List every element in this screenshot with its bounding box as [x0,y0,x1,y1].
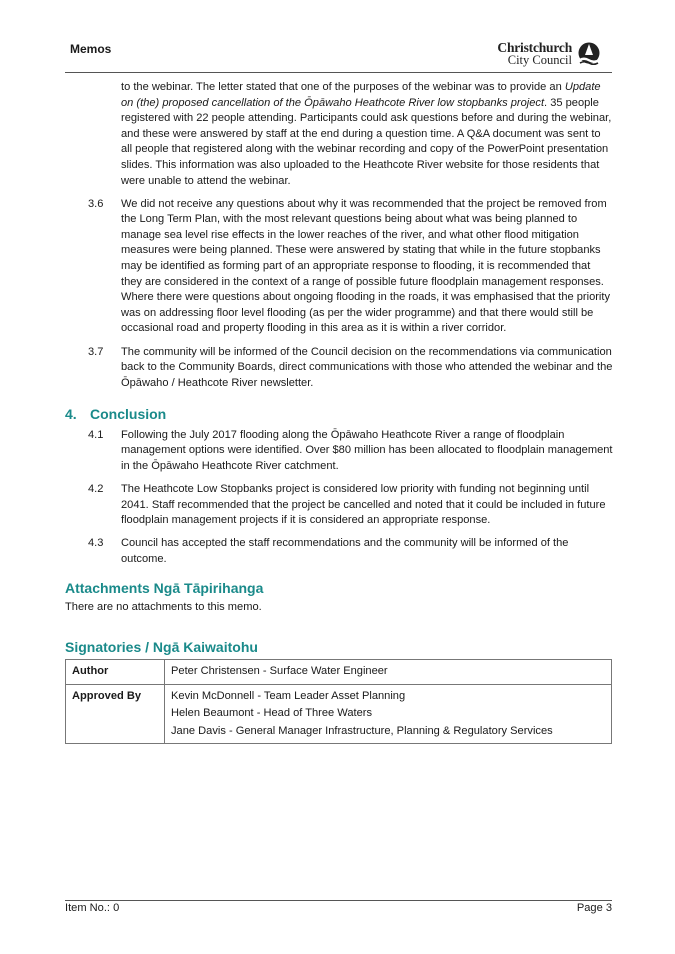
paragraph-number: 4.3 [88,537,104,550]
approvers-cell [165,684,612,744]
header-rule [65,72,612,73]
footer-item-number: Item No.: 0 [65,902,120,914]
section-title: Conclusion [90,406,167,423]
paragraph-3-7 [65,345,613,392]
signatories-heading: Signatories / Ngā Kaiwaitohu [65,638,258,655]
council-emblem-icon [576,42,602,66]
author-label: Author [66,660,165,685]
paragraph-text: Following the July 2017 flooding along the Ōpāwaho Heathcote River a range of floodplain management options were identified. Over $80 million has been allocated to floodplain management in the Ōpāwaho Heathcote River catchment. [121,428,613,473]
author-value: Peter Christensen - Surface Water Engineer [165,660,612,685]
approver-3: Jane Davis - General Manager Infrastructure, Planning & Regulatory Services [171,724,553,737]
paragraph-4-1 [65,428,613,475]
paragraph-4-3 [65,536,613,567]
paragraph-number: 4.1 [88,428,104,441]
logo-line1: Christchurch [497,40,572,55]
paragraph-text: We did not receive any questions about why it was recommended that the project be removed from the Long Term Plan, with the most relevant questions being about what was being planned to manage sea level rise effects in the lower reaches of the river, and what other flood mitigation measures were being planned. These were answered by stating that while in the future stopbanks may be identified as forming part of an appropriate response to flooding, it is recommended that they are considered in the context of a range of possible future floodplain management responses. Where there were questions about ongoing flooding in the roads, it was emphasised that the priority was on addressing floor level flooding (as per the wider programme) and that there would still be occasional road and property flooding in this area as it is within a river corridor. [121,197,611,335]
approved-by-label: Approved By [66,684,165,744]
logo-line2: City Council [507,53,572,67]
paragraph-3-6 [65,197,613,337]
intro-text-italic: Update on (the) proposed cancellation of the Ōpāwaho Heathcote River low stopbanks project [121,81,601,109]
paragraph-text: The Heathcote Low Stopbanks project is considered low priority with funding not beginning until 2041. Staff recommended that the project be cancelled and noted that it could be included in future floodplain management projects if it is considered an appropriate response. [121,483,606,527]
intro-text-b: . 35 people registered with 22 people attending. Participants could ask questions before and during the webinar, and these were answered by staff at the end during a question time. A Q&A document was sent to all people that registered along with the webinar recording and copy of the PowerPoint presentation slides. This information was also uploaded to the Heathcote River website for those residents that were unable to attend the webinar. [121,96,612,187]
intro-paragraph [65,80,613,189]
paragraph-number: 3.7 [88,345,104,358]
paragraph-text: Council has accepted the staff recommendations and the community will be informed of the outcome. [121,537,569,566]
section-heading-conclusion [65,407,613,423]
table-row [66,684,612,744]
attachments-heading: Attachments Ngā Tāpirihanga [65,579,264,596]
table-row [66,660,612,685]
intro-text-a: to the webinar. The letter stated that one of the purposes of the webinar was to provide an [121,81,565,93]
footer-page-number: Page 3 [576,902,612,914]
paragraph-number: 4.2 [88,483,104,496]
attachments-text: There are no attachments to this memo. [65,601,262,614]
header-title: Memos [70,42,112,56]
paragraph-4-2 [65,482,613,529]
approver-1: Kevin McDonnell - Team Leader Asset Planning [171,689,406,702]
signatories-table [65,659,612,744]
paragraph-number: 3.6 [88,197,104,210]
memo-body [65,80,613,744]
section-number: 4. [65,406,77,423]
footer-rule [65,900,612,901]
approver-2: Helen Beaumont - Head of Three Waters [171,707,373,720]
paragraph-text: The community will be informed of the Council decision on the recommendations via communication back to the Community Boards, direct communications with those who attended the webinar and the Ōpāwaho / Heathcote River newsletter. [121,345,613,389]
council-logo [498,40,602,68]
